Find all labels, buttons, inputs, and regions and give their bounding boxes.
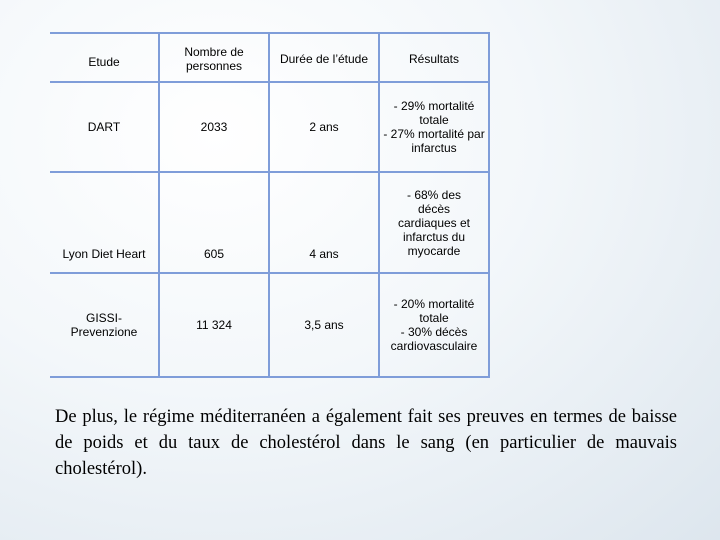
table-cell-duration: 4 ans bbox=[309, 246, 339, 261]
header-resultats: Résultats bbox=[408, 51, 460, 66]
table-cell-duration: 2 ans bbox=[309, 120, 339, 134]
header-duree: Durée de l’étude bbox=[279, 51, 369, 66]
table-border-bottom bbox=[50, 376, 490, 378]
table-border-right bbox=[488, 32, 490, 378]
table-cell-results: - 20% mortalité totale - 30% décès cardiovasculaire bbox=[390, 297, 478, 353]
table-cell-people: 605 bbox=[203, 246, 225, 261]
body-paragraph: De plus, le régime méditerranéen a également fait ses preuves en termes de baisse de poids et du taux de cholestérol dans le sang (en particulier de mauvais cholestérol). bbox=[55, 407, 677, 479]
table-cell-duration: 3,5 ans bbox=[304, 318, 344, 332]
table-cell-results: - 68% des décès cardiaques et infarctus du myocarde bbox=[397, 187, 471, 258]
table-cell-study: GISSI- Prevenzione bbox=[70, 311, 138, 339]
table-cell-study: DART bbox=[87, 120, 121, 134]
table-cell-results: - 29% mortalité totale - 27% mortalité par infarctus bbox=[383, 99, 485, 155]
header-nombre-personnes: Nombre de personnes bbox=[184, 44, 244, 73]
table-cell-people: 11 324 bbox=[196, 318, 232, 332]
studies-table bbox=[50, 32, 490, 378]
table-cell-study: Lyon Diet Heart bbox=[62, 246, 146, 261]
header-etude: Etude bbox=[88, 55, 120, 69]
table-cell-people: 2033 bbox=[200, 120, 228, 134]
